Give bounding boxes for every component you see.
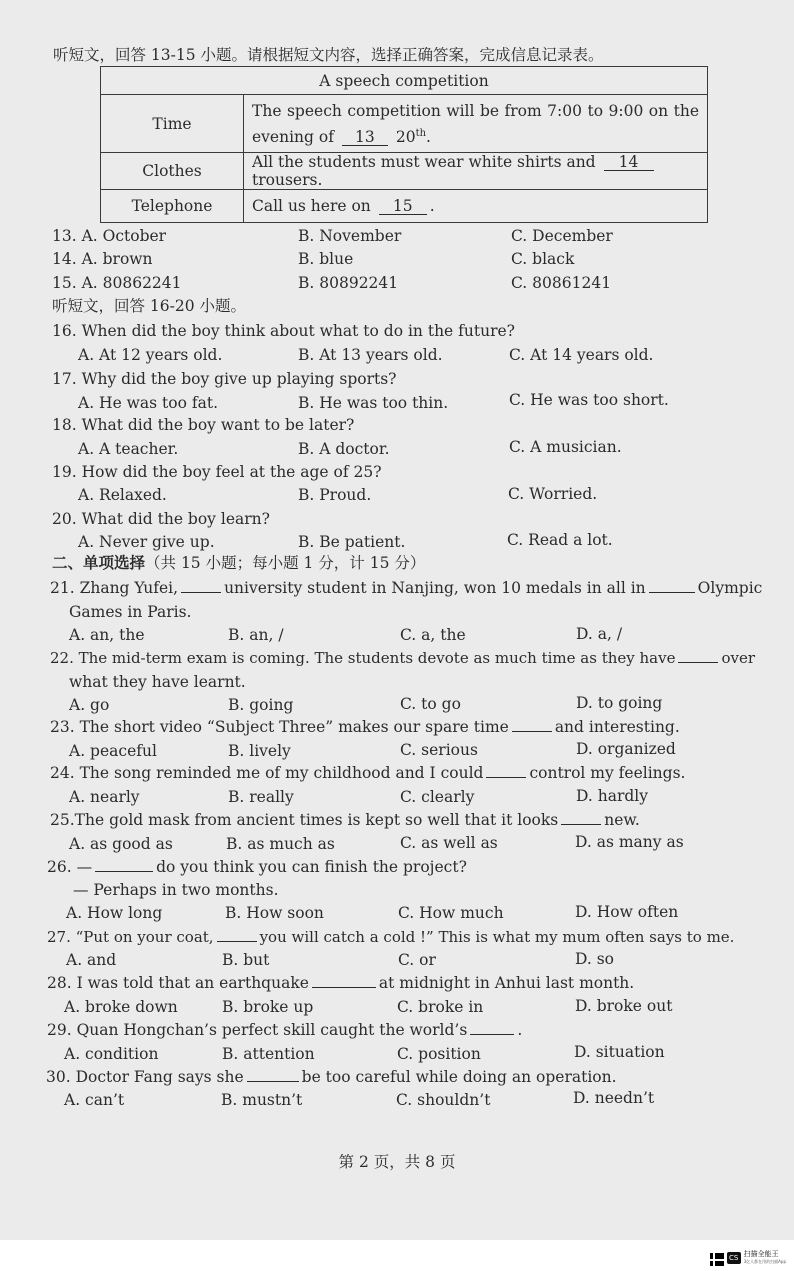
q30-option-c: C. shouldn’t — [396, 1091, 491, 1109]
q24-option-d: D. hardly — [576, 787, 648, 805]
table-cell-time: The speech competition will be from 7:00 to 9:00 on the evening of 13 20th. — [244, 95, 708, 153]
q25-option-a: A. as good as — [69, 835, 173, 853]
q21-option-c: C. a, the — [400, 626, 466, 644]
q20-option-b: B. Be patient. — [298, 533, 406, 551]
q26-option-d: D. How often — [575, 903, 679, 921]
q24-option-c: C. clearly — [400, 788, 475, 806]
q14-option-a: 14. A. brown — [52, 250, 153, 268]
q30-option-a: A. can’t — [64, 1091, 125, 1109]
q21-option-b: B. an, / — [228, 626, 284, 644]
q20-option-c: C. Read a lot. — [507, 531, 613, 549]
q23-option-a: A. peaceful — [69, 742, 157, 760]
table-label-clothes: Clothes — [101, 153, 244, 190]
q27-option-d: D. so — [575, 950, 615, 968]
info-record-table — [100, 66, 708, 223]
q26-option-c: C. How much — [398, 904, 504, 922]
q27-stem: 27. “Put on your coat, you will catch a cold !” This is what my mum often says to me. — [47, 928, 735, 946]
q18-stem: 18. What did the boy want to be later? — [52, 416, 355, 434]
q19-option-a: A. Relaxed. — [78, 486, 167, 504]
q21-option-d: D. a, / — [576, 625, 623, 643]
q13-option-a: 13. A. October — [52, 227, 167, 245]
table-label-time: Time — [101, 95, 244, 153]
q13-option-b: B. November — [298, 227, 402, 245]
q29-option-b: B. attention — [222, 1045, 315, 1063]
table-title: A speech competition — [101, 67, 708, 95]
q18-option-a: A. A teacher. — [78, 440, 179, 458]
listening-instruction-13-15: 听短文，回答 13-15 小题。请根据短文内容，选择正确答案，完成信息记录表。 — [53, 46, 604, 64]
camscanner-logo-icon: CS — [727, 1252, 741, 1264]
q15-option-b: B. 80892241 — [298, 274, 399, 292]
q28-option-a: A. broke down — [64, 998, 178, 1016]
blank-14: 14 — [604, 154, 654, 171]
q22-option-b: B. going — [228, 696, 294, 714]
q14-option-b: B. blue — [298, 250, 354, 268]
q19-option-b: B. Proud. — [298, 486, 372, 504]
q22-stem: 22. The mid-term exam is coming. The students devote as much time as they have over — [50, 649, 756, 667]
q19-option-c: C. Worried. — [508, 485, 598, 503]
table-label-telephone: Telephone — [101, 190, 244, 223]
q16-option-c: C. At 14 years old. — [509, 346, 654, 364]
q23-option-d: D. organized — [576, 740, 676, 758]
q16-stem: 16. When did the boy think about what to do in the future? — [52, 322, 515, 340]
q24-option-b: B. really — [228, 788, 294, 806]
q18-option-c: C. A musician. — [509, 438, 622, 456]
page-number-footer: 第 2 页，共 8 页 — [338, 1153, 456, 1171]
qr-code-icon — [708, 1250, 724, 1266]
q28-stem: 28. I was told that an earthquake at midnight in Anhui last month. — [47, 974, 635, 992]
q30-option-d: D. needn’t — [573, 1089, 655, 1107]
table-cell-clothes: All the students must wear white shirts and 14 trousers. — [244, 153, 708, 190]
blank-15: 15 — [379, 198, 427, 215]
q30-option-b: B. mustn’t — [221, 1091, 303, 1109]
q18-option-b: B. A doctor. — [298, 440, 390, 458]
q20-option-a: A. Never give up. — [78, 533, 215, 551]
q21-stem-cont: Games in Paris. — [69, 603, 192, 621]
q29-option-c: C. position — [397, 1045, 481, 1063]
q17-option-a: A. He was too fat. — [78, 394, 219, 412]
q16-option-a: A. At 12 years old. — [78, 346, 223, 364]
q21-stem: 21. Zhang Yufei, university student in Nanjing, won 10 medals in all in Olympic — [50, 579, 763, 597]
listening-instruction-16-20: 听短文，回答 16-20 小题。 — [52, 297, 247, 315]
q29-option-d: D. situation — [574, 1043, 665, 1061]
q24-option-a: A. nearly — [69, 788, 140, 806]
q13-option-c: C. December — [511, 227, 613, 245]
q26-option-b: B. How soon — [225, 904, 324, 922]
q19-stem: 19. How did the boy feel at the age of 25? — [52, 463, 382, 481]
q30-stem: 30. Doctor Fang says she be too careful while doing an operation. — [46, 1068, 617, 1086]
q22-stem-cont: what they have learnt. — [69, 673, 246, 691]
q15-option-c: C. 80861241 — [511, 274, 612, 292]
q22-option-a: A. go — [69, 696, 110, 714]
q16-option-b: B. At 13 years old. — [298, 346, 443, 364]
q29-stem: 29. Quan Hongchan’s perfect skill caught the world’s . — [47, 1021, 523, 1039]
watermark-text: 扫描全能王 3亿人都在用的扫描App — [743, 1250, 786, 1264]
q27-option-b: B. but — [222, 951, 270, 969]
q17-stem: 17. Why did the boy give up playing sports? — [52, 370, 397, 388]
scanner-watermark — [708, 1249, 786, 1267]
q25-option-c: C. as well as — [400, 834, 498, 852]
q26-response: — Perhaps in two months. — [73, 881, 279, 899]
q26-option-a: A. How long — [66, 904, 163, 922]
section-heading-single-choice: 二、单项选择（共 15 小题；每小题 1 分，计 15 分） — [52, 553, 426, 572]
q28-option-c: C. broke in — [397, 998, 484, 1016]
q22-option-c: C. to go — [400, 695, 461, 713]
table-cell-telephone: Call us here on 15 . — [244, 190, 708, 223]
q26-stem: 26. — do you think you can finish the project? — [47, 858, 467, 876]
q23-option-b: B. lively — [228, 742, 291, 760]
q28-option-b: B. broke up — [222, 998, 314, 1016]
blank-13: 13 — [342, 129, 388, 146]
q14-option-c: C. black — [511, 250, 575, 268]
q15-option-a: 15. A. 80862241 — [52, 274, 182, 292]
q23-option-c: C. serious — [400, 741, 478, 759]
q20-stem: 20. What did the boy learn? — [52, 510, 270, 528]
q29-option-a: A. condition — [64, 1045, 159, 1063]
q25-stem: 25.The gold mask from ancient times is kept so well that it looks new. — [50, 811, 640, 829]
q21-option-a: A. an, the — [69, 626, 145, 644]
q24-stem: 24. The song reminded me of my childhood and I could control my feelings. — [50, 764, 686, 782]
q25-option-d: D. as many as — [575, 833, 684, 851]
q27-option-a: A. and — [66, 951, 117, 969]
q27-option-c: C. or — [398, 951, 436, 969]
q17-option-b: B. He was too thin. — [298, 394, 449, 412]
q17-option-c: C. He was too short. — [509, 391, 669, 409]
q23-stem: 23. The short video “Subject Three” makes our spare time and interesting. — [50, 718, 680, 736]
q25-option-b: B. as much as — [226, 835, 335, 853]
q28-option-d: D. broke out — [575, 997, 673, 1015]
q22-option-d: D. to going — [576, 694, 663, 712]
